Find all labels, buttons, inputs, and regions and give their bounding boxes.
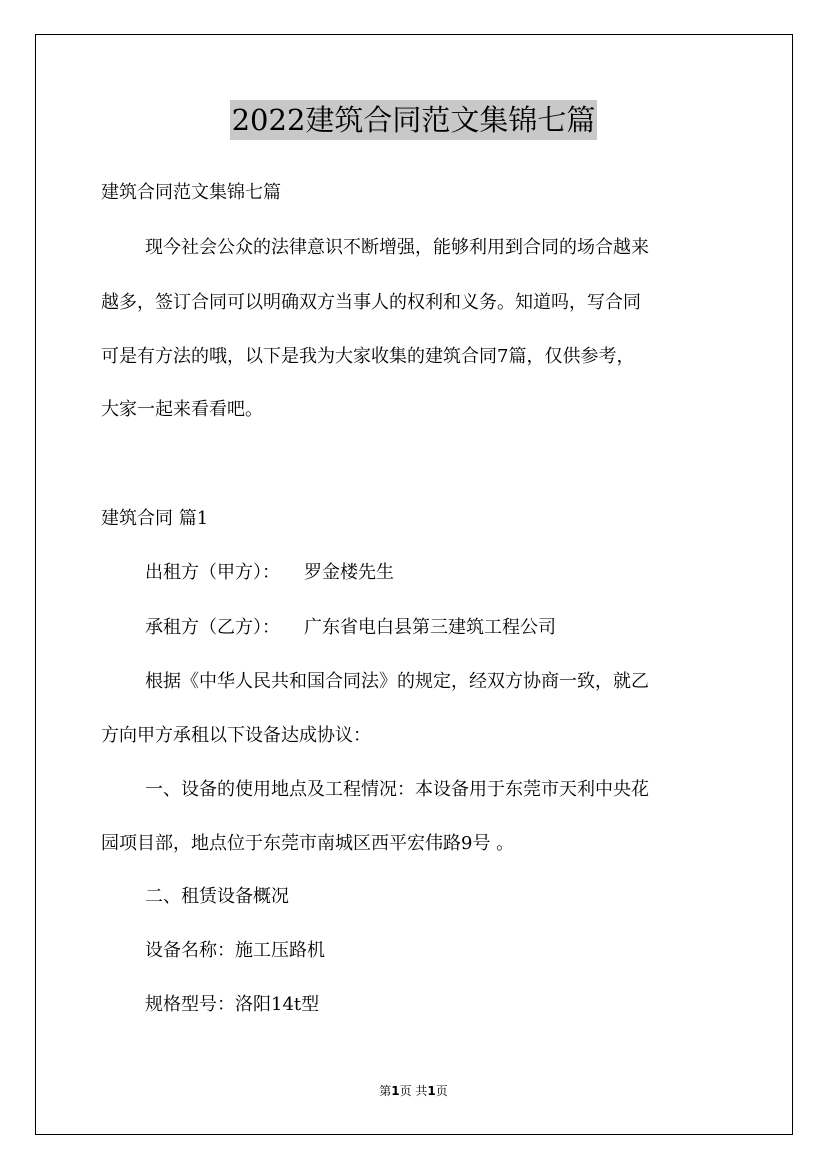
- clause1-line: 园项目部，地点位于东莞市南城区西平宏伟路9号 。: [101, 833, 515, 854]
- intro-line: 大家一起来看看吧。: [101, 399, 263, 420]
- total-pages: 1: [427, 1084, 436, 1098]
- basis-line: 根据《中华人民共和国合同法》的规定，经双方协商一致，就乙: [145, 671, 649, 692]
- intro-line: 越多，签订合同可以明确双方当事人的权利和义务。知道吗，写合同: [101, 292, 641, 313]
- page-number: 1: [391, 1084, 400, 1098]
- lessee-value: 广东省电白县第三建筑工程公司: [304, 617, 556, 638]
- section-heading: 建筑合同 篇1: [101, 508, 209, 529]
- lessor-value: 罗金楼先生: [304, 562, 394, 583]
- intro-line-text: 现今社会公众的法律意识不断增强，能够利用到合同的场合越来: [145, 237, 649, 258]
- title-container: [0, 100, 827, 140]
- lessor-label: 出租方（甲方）：: [145, 562, 280, 583]
- lessor-line: [145, 562, 394, 584]
- clause2-heading: 二、租赁设备概况: [145, 886, 289, 907]
- footer-suffix: 页: [435, 1084, 448, 1098]
- equipment-name: 设备名称：施工压路机: [145, 940, 325, 961]
- equipment-model: 规格型号：洛阳14t型: [145, 994, 320, 1015]
- footer-mid: 页 共: [399, 1084, 428, 1098]
- intro-line: 可是有方法的哦，以下是我为大家收集的建筑合同7篇，仅供参考，: [101, 346, 635, 367]
- page-footer: [0, 1083, 827, 1099]
- basis-line: 方向甲方承租以下设备达成协议：: [101, 725, 371, 746]
- lessee-line: [145, 617, 556, 639]
- intro-line: [101, 237, 649, 259]
- lessee-label: 承租方（乙方）：: [145, 617, 280, 638]
- clause1-line: 一、设备的使用地点及工程情况：本设备用于东莞市天利中央花: [145, 779, 649, 800]
- subtitle: 建筑合同范文集锦七篇: [101, 182, 281, 203]
- footer-prefix: 第: [379, 1084, 392, 1098]
- document-title: 2022建筑合同范文集锦七篇: [230, 100, 598, 140]
